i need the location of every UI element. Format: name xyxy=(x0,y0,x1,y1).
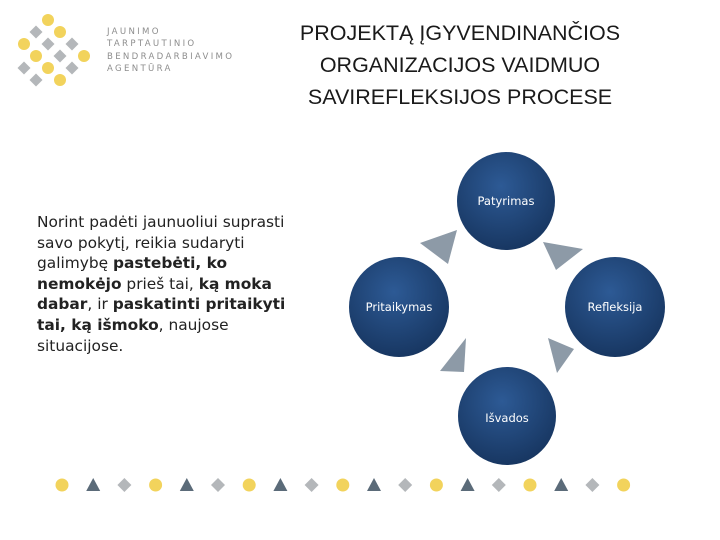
cycle-node-isvados xyxy=(458,367,556,465)
arrow-icon xyxy=(440,338,466,372)
decorative-pattern xyxy=(52,474,672,496)
decor-diamond xyxy=(398,478,412,492)
agency-logo xyxy=(10,12,240,88)
title-line: ORGANIZACIJOS VAIDMUO xyxy=(319,53,601,77)
decor-triangle xyxy=(367,478,381,491)
logo-line: BENDRADARBIAVIMO xyxy=(107,51,235,62)
decor-triangle xyxy=(180,478,194,491)
body-text-segment: Norint padėti jaunuoliui suprasti savo pokytį, reikia sudaryti galimybę xyxy=(37,213,285,273)
cycle-node-patyrimas xyxy=(457,152,555,250)
decor-circle xyxy=(149,479,162,492)
node-label: Pritaikymas xyxy=(365,300,433,314)
decor-circle xyxy=(336,479,349,492)
decor-circle xyxy=(430,479,443,492)
logo-dot xyxy=(18,38,30,50)
body-text-segment: , ir xyxy=(87,295,113,314)
decor-circle xyxy=(243,479,256,492)
logo-text xyxy=(107,26,234,76)
decor-triangle xyxy=(461,478,475,491)
logo-dot xyxy=(78,50,90,62)
decor-circle xyxy=(617,479,630,492)
arrow-icon xyxy=(548,338,574,373)
decor-triangle xyxy=(554,478,568,491)
slide-title xyxy=(255,17,665,113)
node-label: Refleksija xyxy=(587,300,643,314)
logo-diamond xyxy=(66,38,79,51)
logo-diamond xyxy=(30,74,43,87)
decor-diamond xyxy=(211,478,225,492)
title-line: PROJEKTĄ ĮGYVENDINANČIOS xyxy=(299,21,621,45)
body-text-segment: prieš tai, xyxy=(121,274,199,293)
decor-diamond xyxy=(305,478,319,492)
arrow-icon xyxy=(543,242,583,270)
logo-diamond xyxy=(54,50,67,63)
cycle-diagram xyxy=(330,140,720,470)
decor-diamond xyxy=(585,478,599,492)
decor-diamond xyxy=(492,478,506,492)
body-text-bold: paskatinti pritaikyti tai, ką išmoko xyxy=(37,295,286,334)
logo-line: TARPTAUTINIO xyxy=(107,39,197,50)
logo-dot xyxy=(54,26,66,38)
title-line: SAVIREFLEKSIJOS PROCESE xyxy=(307,85,613,109)
body-text-bold: ką moka dabar xyxy=(37,274,272,314)
decor-triangle xyxy=(273,478,287,491)
logo-diamond xyxy=(66,62,79,75)
logo-line: JAUNIMO xyxy=(107,27,161,37)
logo-dot xyxy=(42,14,54,26)
logo-diamond xyxy=(18,62,31,75)
cycle-node-pritaikymas xyxy=(349,257,449,357)
decor-triangle xyxy=(86,478,100,491)
decor-diamond xyxy=(117,478,131,492)
logo-dot xyxy=(54,74,66,86)
arrow-icon xyxy=(420,230,457,264)
decor-circle xyxy=(56,479,69,492)
logo-line: AGENTŪRA xyxy=(107,64,173,75)
logo-mark-icon xyxy=(10,12,90,88)
logo-dot xyxy=(30,50,42,62)
body-text-bold: pastebėti, ko nemokėjo xyxy=(37,254,228,293)
logo-diamond xyxy=(42,38,55,51)
logo-dot xyxy=(42,62,54,74)
body-paragraph xyxy=(37,212,312,356)
node-label: Išvados xyxy=(485,411,529,425)
body-text-segment: , naujose situacijose. xyxy=(37,315,229,355)
cycle-node-refleksija xyxy=(565,257,665,357)
decor-circle xyxy=(524,479,537,492)
logo-diamond xyxy=(30,26,43,39)
node-label: Patyrimas xyxy=(477,194,535,208)
